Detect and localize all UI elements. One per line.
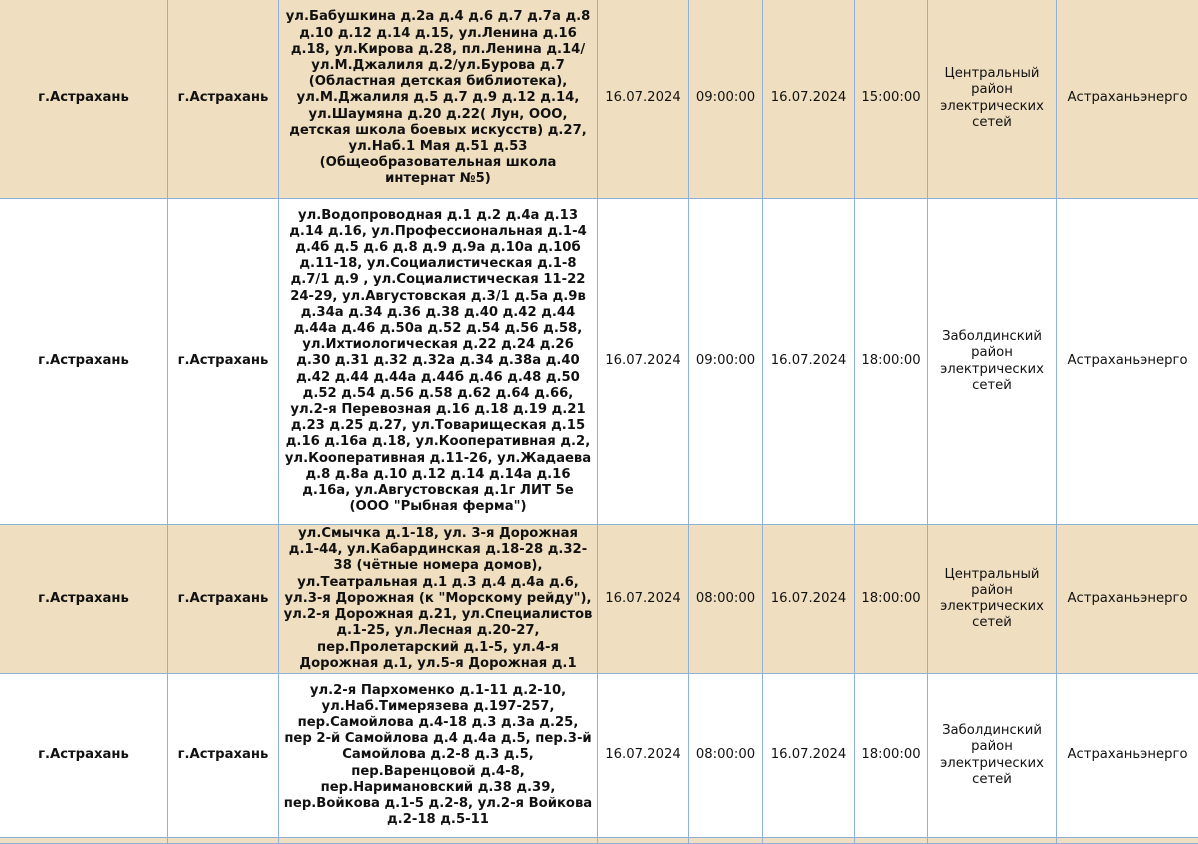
- cutoff-cell: [279, 838, 598, 844]
- cutoff-cell: [763, 838, 855, 844]
- start-time-cell: 08:00:00: [689, 525, 763, 674]
- start-date-cell: 16.07.2024: [598, 199, 689, 525]
- region-cell: г.Астрахань: [0, 199, 168, 525]
- addresses-cell: ул.Водопроводная д.1 д.2 д.4а д.13 д.14 д.16, ул.Профессиональная д.1-4 д.4б д.5 д.6 д.8 д.9 д.9а д.10а д.10б д.11-18, ул.Социалистическая д.1-8 д.7/1 д.9 , ул.Социалистическая 11-22 24-29, ул.Августовская д.3/1 д.5а д.9в д.34а д.34 д.36 д.38 д.40 д.42 д.44 д.44а д.46 д.50а д.52 д.54 д.56 д.58, ул.Ихтиологическая д.22 д.24 д.26 д.30 д.31 д.32 д.32а д.34 д.38а д.40 д.42 д.44 д.44а д.44б д.46 д.48 д.50 д.52 д.54 д.56 д.58 д.62 д.64 д.66, ул.2-я Перевозная д.16 д.18 д.19 д.21 д.23 д.25 д.27, ул.Товарищеская д.15 д.16 д.16а д.18, ул.Кооперативная д.2, ул.Кооперативная д.11-26, ул.Жадаева д.8 д.8а д.10 д.12 д.14 д.14а д.16 д.16а, ул.Августовская д.1г ЛИТ 5е (ООО "Рыбная ферма"): [279, 199, 598, 525]
- start-time-cell: 09:00:00: [689, 0, 763, 199]
- locality-cell: г.Астрахань: [168, 674, 279, 838]
- cutoff-cell: [168, 838, 279, 844]
- company-cell: Астраханьэнерго: [1057, 0, 1198, 199]
- addresses-cell: ул.Смычка д.1-18, ул. 3-я Дорожная д.1-44, ул.Кабардинская д.18-28 д.32-38 (чётные номера домов), ул.Театральная д.1 д.3 д.4 д.4а д.6, ул.3-я Дорожная (к "Морскому рейду"), ул.2-я Дорожная д.21, ул.Специалистов д.1-25, ул.Лесная д.20-27, пер.Пролетарский д.1-5, ул.4-я Дорожная д.1, ул.5-я Дорожная д.1: [279, 525, 598, 674]
- end-time-cell: 15:00:00: [855, 0, 928, 199]
- addresses-cell: ул.2-я Пархоменко д.1-11 д.2-10, ул.Наб.Тимерязева д.197-257, пер.Самойлова д.4-18 д.3 д.3а д.25, пер 2-й Самойлова д.4 д.4а д.5, пер.3-й Самойлова д.2-8 д.3 д.5, пер.Варенцовой д.4-8, пер.Наримановский д.38 д.39, пер.Войкова д.1-5 д.2-8, ул.2-я Войкова д.2-18 д.5-11: [279, 674, 598, 838]
- table-row: [0, 0, 1198, 199]
- end-time-cell: 18:00:00: [855, 199, 928, 525]
- company-cell: Астраханьэнерго: [1057, 199, 1198, 525]
- table-row: [0, 525, 1198, 674]
- region-cell: г.Астрахань: [0, 0, 168, 199]
- locality-cell: г.Астрахань: [168, 0, 279, 199]
- locality-cell: г.Астрахань: [168, 525, 279, 674]
- cutoff-cell: [1057, 838, 1198, 844]
- start-date-cell: 16.07.2024: [598, 525, 689, 674]
- company-cell: Астраханьэнерго: [1057, 525, 1198, 674]
- end-date-cell: 16.07.2024: [763, 199, 855, 525]
- cutoff-cell: [855, 838, 928, 844]
- end-date-cell: 16.07.2024: [763, 525, 855, 674]
- district-cell: Центральный район электрических сетей: [928, 0, 1057, 199]
- locality-cell: г.Астрахань: [168, 199, 279, 525]
- region-cell: г.Астрахань: [0, 525, 168, 674]
- district-cell: Центральный район электрических сетей: [928, 525, 1057, 674]
- region-cell: г.Астрахань: [0, 674, 168, 838]
- start-date-cell: 16.07.2024: [598, 674, 689, 838]
- district-cell: Заболдинский район электрических сетей: [928, 199, 1057, 525]
- addresses-cell: ул.Бабушкина д.2а д.4 д.6 д.7 д.7а д.8 д.10 д.12 д.14 д.15, ул.Ленина д.16 д.18, ул.Кирова д.28, пл.Ленина д.14/ ул.М.Джалиля д.2/ул.Бурова д.7 (Областная детская библиотека), ул.М.Джалиля д.5 д.7 д.9 д.12 д.14, ул.Шаумяна д.20 д.22( Лун, ООО, детская школа боевых искусств) д.27, ул.Наб.1 Мая д.51 д.53 (Общеобразовательная школа интернат №5): [279, 0, 598, 199]
- end-date-cell: 16.07.2024: [763, 674, 855, 838]
- end-time-cell: 18:00:00: [855, 525, 928, 674]
- table-row: [0, 838, 1198, 844]
- start-time-cell: 09:00:00: [689, 199, 763, 525]
- cutoff-cell: [598, 838, 689, 844]
- start-date-cell: 16.07.2024: [598, 0, 689, 199]
- end-date-cell: 16.07.2024: [763, 0, 855, 199]
- cutoff-cell: [928, 838, 1057, 844]
- district-cell: Заболдинский район электрических сетей: [928, 674, 1057, 838]
- company-cell: Астраханьэнерго: [1057, 674, 1198, 838]
- cutoff-cell: [0, 838, 168, 844]
- table-row: [0, 674, 1198, 838]
- cutoff-cell: [689, 838, 763, 844]
- end-time-cell: 18:00:00: [855, 674, 928, 838]
- start-time-cell: 08:00:00: [689, 674, 763, 838]
- table-row: [0, 199, 1198, 525]
